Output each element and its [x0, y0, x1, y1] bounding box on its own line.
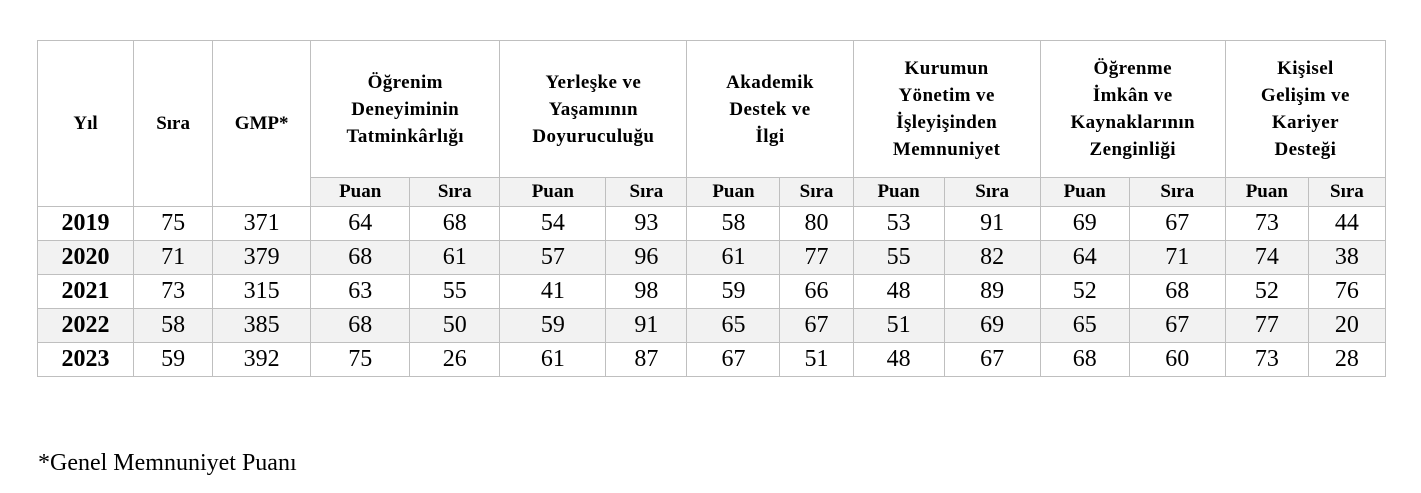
header-line: İmkân ve	[1092, 85, 1173, 106]
table-cell: 64	[311, 207, 410, 241]
table-row	[38, 343, 1386, 377]
table-cell: 64	[1040, 241, 1129, 275]
table-cell: 67	[1129, 309, 1225, 343]
table-cell: 75	[134, 207, 213, 241]
table-cell: 71	[134, 241, 213, 275]
table-cell: 73	[1225, 343, 1308, 377]
subheader-score: Puan	[1225, 178, 1308, 207]
header-group-career-support	[1225, 41, 1385, 178]
table-cell: 28	[1308, 343, 1385, 377]
table-cell: 67	[687, 343, 780, 377]
table-cell: 44	[1308, 207, 1385, 241]
subheader-score: Puan	[311, 178, 410, 207]
table-cell: 55	[853, 241, 944, 275]
subheader-score: Puan	[500, 178, 606, 207]
header-line: Öğrenme	[1093, 58, 1172, 79]
table-cell: 75	[311, 343, 410, 377]
header-line: Desteği	[1274, 139, 1337, 160]
header-line: Yönetim ve	[898, 85, 995, 106]
table-cell: 61	[410, 241, 500, 275]
header-gmp: GMP*	[213, 41, 311, 207]
table-cell: 67	[780, 309, 853, 343]
table-cell: 371	[213, 207, 311, 241]
table-cell: 71	[1129, 241, 1225, 275]
header-line: Memnuniyet	[892, 139, 1001, 160]
table-cell: 68	[311, 241, 410, 275]
table-cell: 315	[213, 275, 311, 309]
header-row	[38, 41, 1386, 178]
table-cell: 65	[1040, 309, 1129, 343]
subheader-score: Puan	[687, 178, 780, 207]
table-cell: 77	[780, 241, 853, 275]
table-cell: 38	[1308, 241, 1385, 275]
table-cell: 63	[311, 275, 410, 309]
header-line: Gelişim ve	[1260, 85, 1350, 106]
table-cell: 77	[1225, 309, 1308, 343]
table-cell: 385	[213, 309, 311, 343]
table-cell: 82	[944, 241, 1040, 275]
footnote: *Genel Memnuniyet Puanı	[38, 450, 297, 476]
header-line: Akademik	[726, 71, 814, 93]
subheader-rank: Sıra	[944, 178, 1040, 207]
header-line: Kurumun	[904, 58, 989, 79]
table-cell: 20	[1308, 309, 1385, 343]
table-cell: 52	[1040, 275, 1129, 309]
subheader-score: Puan	[1040, 178, 1129, 207]
subheader-rank: Sıra	[1308, 178, 1385, 207]
header-line: Deneyiminin	[351, 98, 460, 120]
header-line: Doyuruculuğu	[532, 125, 655, 147]
table-cell: 73	[1225, 207, 1308, 241]
table-cell: 60	[1129, 343, 1225, 377]
table-cell: 69	[1040, 207, 1129, 241]
table-cell: 69	[944, 309, 1040, 343]
table-cell: 48	[853, 343, 944, 377]
table-cell: 73	[134, 275, 213, 309]
table-cell: 89	[944, 275, 1040, 309]
table-cell: 54	[500, 207, 606, 241]
header-group-academic-support	[687, 41, 853, 178]
table-cell: 51	[853, 309, 944, 343]
header-group-campus-life	[500, 41, 687, 178]
header-line: Zenginliği	[1089, 139, 1176, 160]
table-cell: 379	[213, 241, 311, 275]
subheader-rank: Sıra	[606, 178, 687, 207]
table-cell: 61	[687, 241, 780, 275]
table-cell: 68	[311, 309, 410, 343]
year-cell: 2019	[38, 207, 134, 241]
table-cell: 67	[944, 343, 1040, 377]
year-cell: 2023	[38, 343, 134, 377]
table-cell: 61	[500, 343, 606, 377]
subheader-score: Puan	[853, 178, 944, 207]
header-line: Yerleşke ve	[545, 71, 642, 93]
header-line: Tatminkârlığı	[346, 125, 464, 147]
table-cell: 91	[944, 207, 1040, 241]
table-cell: 58	[134, 309, 213, 343]
subheader-rank: Sıra	[780, 178, 853, 207]
table-cell: 68	[1040, 343, 1129, 377]
satisfaction-table	[37, 40, 1386, 377]
table-cell: 59	[134, 343, 213, 377]
table-cell: 65	[687, 309, 780, 343]
header-group-institution-management	[853, 41, 1040, 178]
subheader-rank: Sıra	[410, 178, 500, 207]
table-cell: 52	[1225, 275, 1308, 309]
header-line: İlgi	[755, 125, 785, 147]
table-cell: 93	[606, 207, 687, 241]
table-cell: 392	[213, 343, 311, 377]
header-line: Yaşamının	[548, 98, 638, 120]
table-cell: 48	[853, 275, 944, 309]
subheader-rank: Sıra	[1129, 178, 1225, 207]
table-cell: 67	[1129, 207, 1225, 241]
year-cell: 2021	[38, 275, 134, 309]
header-rank: Sıra	[134, 41, 213, 207]
table-cell: 91	[606, 309, 687, 343]
table-cell: 41	[500, 275, 606, 309]
table-cell: 57	[500, 241, 606, 275]
table-cell: 59	[500, 309, 606, 343]
header-line: İşleyişinden	[896, 112, 998, 133]
table-row	[38, 241, 1386, 275]
table-row	[38, 275, 1386, 309]
table-cell: 98	[606, 275, 687, 309]
header-year: Yıl	[38, 41, 134, 207]
table-cell: 96	[606, 241, 687, 275]
table-cell: 51	[780, 343, 853, 377]
header-line: Kişisel	[1277, 58, 1334, 79]
table-cell: 68	[1129, 275, 1225, 309]
year-cell: 2020	[38, 241, 134, 275]
table-cell: 50	[410, 309, 500, 343]
table-cell: 59	[687, 275, 780, 309]
header-line: Kaynaklarının	[1070, 112, 1195, 133]
table-cell: 53	[853, 207, 944, 241]
table-cell: 66	[780, 275, 853, 309]
table-cell: 80	[780, 207, 853, 241]
table-cell: 58	[687, 207, 780, 241]
table-cell: 26	[410, 343, 500, 377]
header-line: Kariyer	[1271, 112, 1339, 133]
header-line: Öğrenim	[367, 71, 443, 93]
header-line: Destek ve	[729, 98, 811, 120]
table-row	[38, 309, 1386, 343]
table-cell: 76	[1308, 275, 1385, 309]
header-group-learning-experience	[311, 41, 500, 178]
table-cell: 87	[606, 343, 687, 377]
table-cell: 74	[1225, 241, 1308, 275]
year-cell: 2022	[38, 309, 134, 343]
table-row	[38, 207, 1386, 241]
table-cell: 68	[410, 207, 500, 241]
table-cell: 55	[410, 275, 500, 309]
header-group-learning-resources	[1040, 41, 1225, 178]
